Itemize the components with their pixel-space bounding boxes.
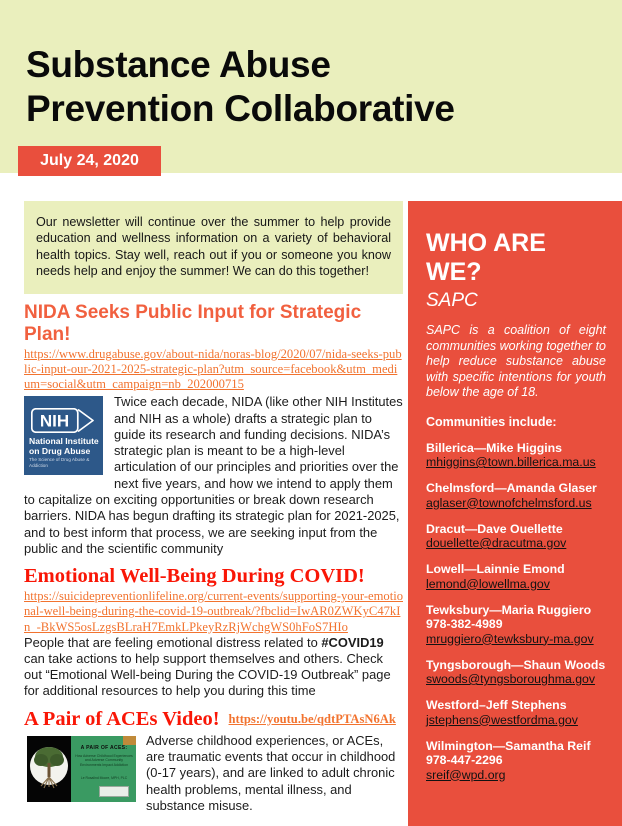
contact-name: Tyngsborough—Shaun Woods bbox=[426, 657, 606, 672]
aces-thumbnail-author: Le Rosalind Moore, MPH, PLC bbox=[80, 775, 128, 780]
article-link-covid[interactable]: https://suicidepreventionlifeline.org/current-events/supporting-your-emotional-well-being-during-the-covid-19-outbreak/?fbclid=IwAR0ZWKyC47kIn_-BkWS5osLzgsBLraH7EmkLPkeyRzRjWchgWS0hFoS7HIo bbox=[24, 589, 403, 634]
article-link-aces[interactable]: https://youtu.be/qdtPTAsN6Ak bbox=[228, 711, 396, 726]
contact-email-link[interactable]: swoods@tyngsboroughma.gov bbox=[426, 672, 596, 686]
contact-chelmsford bbox=[426, 481, 606, 511]
article-body-aces-wrapper bbox=[24, 733, 403, 814]
nih-logo-name: National Institute on Drug Abuse bbox=[29, 436, 99, 457]
contact-email-link[interactable]: jstephens@westfordma.gov bbox=[426, 712, 578, 727]
contact-email-link[interactable]: sreif@wpd.org bbox=[426, 767, 506, 782]
contact-name: Wilmington—Samantha Reif bbox=[426, 738, 591, 753]
main-content-column bbox=[24, 201, 403, 814]
article-body-nida: Twice each decade, NIDA (like other NIH Institutes and NIH as a whole) drafts a strategic plan to guide its research and funding decisions. NIDA’s strategic plan is meant to be a high-level articulation of our principles and priorities over the next five years, and how we intend to apply them to capitalize on exciting opportunities or break down research barriers. NIDA has begun drafting its strategic plan for 2021-2025, and to best inform that process, we are seeking input from the public and the scientific community bbox=[24, 394, 403, 556]
contact-name: Chelmsford—Amanda Glaser bbox=[426, 481, 597, 495]
article-link-nida[interactable]: https://www.drugabuse.gov/about-nida/noras-blog/2020/07/nida-seeks-public-input-our-2021-2025-strategic-plan?utm_source=facebook&utm_medium=social&utm_campaign=nb_202000715 bbox=[24, 346, 402, 392]
contact-wilmington bbox=[426, 739, 606, 783]
contact-name: Tewksbury—Maria Ruggiero bbox=[426, 602, 592, 617]
who-are-we-sidebar bbox=[408, 201, 622, 826]
contact-email-link[interactable]: aglaser@townofchelmsford.us bbox=[426, 495, 592, 510]
date-badge: July 24, 2020 bbox=[18, 146, 161, 176]
page-title-line-1: Substance Abuse bbox=[26, 44, 331, 85]
article-nida bbox=[24, 302, 403, 558]
page-title bbox=[26, 43, 586, 131]
sidebar-subtitle: SAPC bbox=[426, 290, 478, 311]
contact-lowell bbox=[426, 562, 606, 592]
nih-wordmark-icon bbox=[31, 408, 94, 433]
contact-phone: 978-382-4989 bbox=[426, 617, 503, 631]
svg-text:NIH: NIH bbox=[39, 411, 70, 431]
intro-text: Our newsletter will continue over the summer to help provide education and wellness information on a variety of behavioral health topics. Stay well, reach out if you or someone you know needs help and enjoy the summer! We can do this together! bbox=[36, 215, 391, 279]
page-title-line-2: Prevention Collaborative bbox=[26, 88, 455, 129]
nih-logo-tagline: The Science of Drug Abuse & Addiction bbox=[29, 457, 90, 469]
contact-tewksbury bbox=[426, 603, 606, 647]
contact-email-link[interactable]: douellette@dracutma.gov bbox=[426, 536, 567, 550]
contact-email-link[interactable]: mhiggins@town.billerica.ma.us bbox=[426, 455, 596, 469]
aces-thumbnail-badge bbox=[99, 786, 129, 797]
article-heading-nida: NIDA Seeks Public Input for Strategic Plan! bbox=[24, 301, 362, 345]
article-aces bbox=[24, 708, 403, 814]
aces-thumbnail-subtitle: How Adverse Childhood Experiences and Adverse Community Environments Impact Addiction bbox=[75, 753, 133, 767]
contact-name: Billerica—Mike Higgins bbox=[426, 440, 562, 455]
sidebar-description: SAPC is a coalition of eight communities working together to help reduce substance abuse with specific intentions for youth below the age of 18. bbox=[426, 323, 606, 399]
article-body-nida-wrapper bbox=[24, 394, 403, 557]
contact-name: Westford–Jeff Stephens bbox=[426, 698, 567, 712]
covid-text-after: can take actions to help support themselves and others. Check out “Emotional Well-being During the COVID-19 Outbreak” page for additional resources to help you during this time bbox=[24, 651, 391, 699]
tree-illustration-icon bbox=[27, 736, 71, 802]
article-heading-covid: Emotional Well-Being During COVID! bbox=[24, 565, 365, 588]
intro-box bbox=[24, 201, 403, 294]
contact-phone: 978-447-2296 bbox=[426, 753, 503, 767]
contact-name: Dracut—Dave Ouellette bbox=[426, 521, 563, 536]
sidebar-title: WHO ARE WE? bbox=[426, 229, 546, 286]
contact-tyngsborough bbox=[426, 658, 606, 688]
aces-thumbnail-corner-marker bbox=[123, 736, 136, 745]
article-covid bbox=[24, 565, 403, 699]
communities-include-label: Communities include: bbox=[426, 414, 557, 429]
article-body-aces: Adverse childhood experiences, or ACEs, are traumatic events that occur in childhood (0-17 years), and are linked to adult chronic health problems, mental illness, and substance misuse. bbox=[146, 732, 396, 813]
contact-email-link[interactable]: mruggiero@tewksbury-ma.gov bbox=[426, 631, 594, 646]
contact-westford bbox=[426, 698, 606, 728]
aces-video-thumbnail[interactable] bbox=[27, 736, 136, 802]
contact-dracut bbox=[426, 522, 606, 552]
article-body-covid bbox=[24, 635, 403, 700]
aces-thumbnail-title: A PAIR OF ACES: bbox=[80, 744, 128, 751]
article-heading-aces: A Pair of ACEs Video! bbox=[24, 707, 220, 730]
covid-text-before: People that are feeling emotional distress related to bbox=[24, 634, 322, 650]
contact-billerica bbox=[426, 441, 606, 471]
contact-name: Lowell—Lainnie Emond bbox=[426, 562, 565, 576]
contact-email-link[interactable]: lemond@lowellma.gov bbox=[426, 576, 550, 591]
nih-logo bbox=[24, 396, 103, 475]
article-heading-row-aces bbox=[24, 708, 403, 731]
covid-hashtag: #COVID19 bbox=[321, 634, 384, 650]
